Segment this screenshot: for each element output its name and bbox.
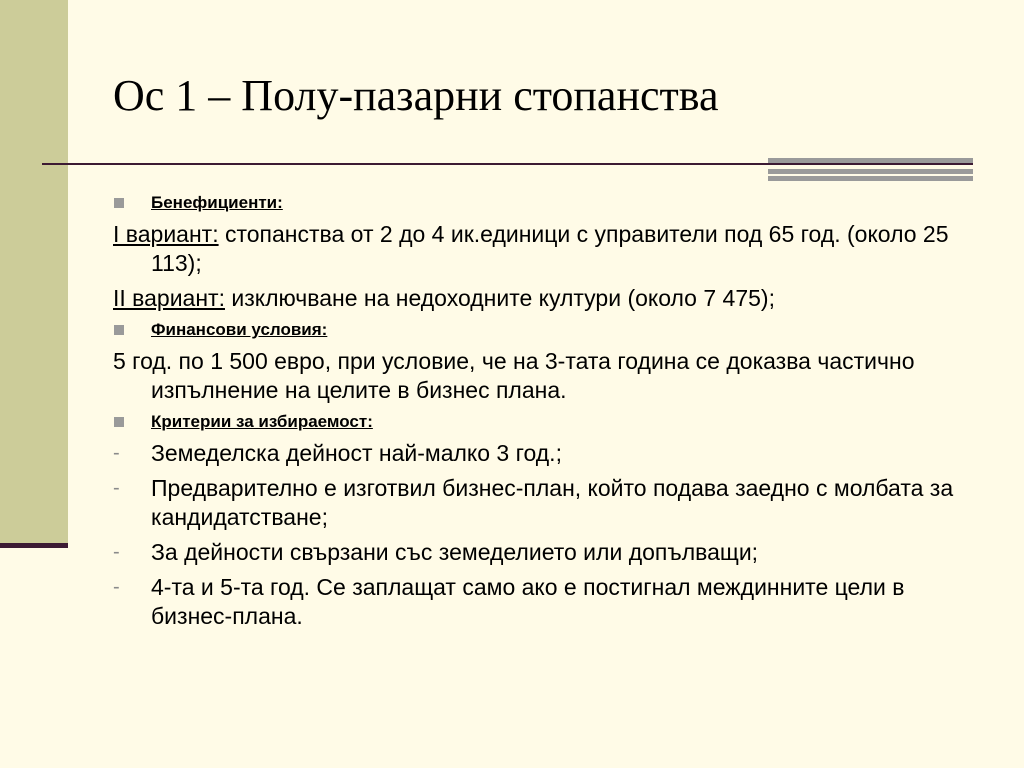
criteria-item: - Предварително е изготвил бизнес-план, който подава заедно с молбата за кандидатстване; [113, 475, 954, 530]
variant-text: стопанства от 2 до 4 ик.единици с управители под 65 год. (около 25 113); [151, 221, 949, 276]
bullet-square-icon [114, 325, 124, 335]
dash-marker: - [113, 576, 120, 598]
bullet-square-icon [114, 198, 124, 208]
decor-bar [768, 169, 973, 174]
variant-label: II вариант: [113, 285, 225, 311]
section-heading-criteria: Критерии за избираемост: [113, 411, 973, 433]
slide-body [113, 186, 973, 631]
dash-marker: - [113, 541, 120, 563]
dash-marker: - [113, 477, 120, 499]
criteria-item: - За дейности свързани със земеделието или допълващи; [113, 539, 759, 565]
criteria-item: - 4-та и 5-та год. Се заплащат само ако е постигнал междинните цели в бизнес-плана. [113, 574, 905, 629]
variant-text: изключване на недоходните култури (около 7 475); [224, 285, 775, 311]
title-divider [42, 163, 973, 165]
slide-title: Ос 1 – Полу-пазарни стопанства [113, 71, 719, 120]
variant-two-paragraph [113, 284, 973, 313]
bullet-square-icon [114, 417, 124, 427]
variant-label: I вариант: [113, 221, 219, 247]
section-heading-beneficiaries: Бенефициенти: [113, 192, 973, 214]
section-heading-financial: Финансови условия: [113, 319, 973, 341]
dash-marker: - [113, 442, 120, 464]
decor-bar [768, 158, 973, 163]
financial-paragraph: 5 год. по 1 500 евро, при условие, че на 3-тата година се доказва частично изпълнение на целите в бизнес плана. [113, 348, 915, 403]
decor-bar [768, 176, 973, 181]
left-decor-rule [0, 543, 68, 548]
criteria-item: - Земеделска дейност най-малко 3 год.; [113, 440, 562, 466]
variant-one-paragraph [113, 220, 973, 278]
left-decor-band [0, 0, 68, 545]
